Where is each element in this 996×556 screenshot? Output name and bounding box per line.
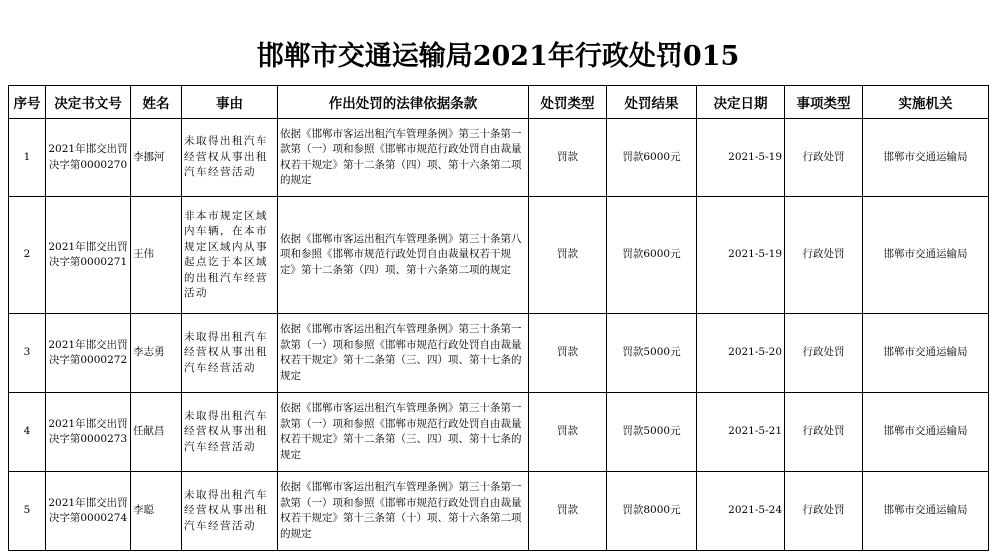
cell-penalty-result: 罚款5000元 — [607, 393, 697, 472]
header-doc-number: 决定书文号 — [46, 86, 131, 119]
header-penalty-result: 处罚结果 — [607, 86, 697, 119]
cell-doc-number: 2021年邯交出罚决字第0000274 — [46, 472, 131, 551]
cell-penalty-type: 罚款 — [529, 393, 607, 472]
cell-name: 李挪河 — [131, 119, 182, 197]
cell-penalty-type: 罚款 — [529, 472, 607, 551]
cell-no: 4 — [9, 393, 46, 472]
penalty-table — [8, 85, 989, 551]
table-row — [9, 472, 989, 551]
cell-reason: 未取得出租汽车经营权从事出租汽车经营活动 — [182, 119, 278, 197]
cell-legal-basis: 依据《邯郸市客运出租汽车管理条例》第三十条第一款第（一）项和参照《邯郸市规范行政处罚自由裁量权若干规定》第十二条第（四）项、第十六条第二项的规定 — [278, 119, 529, 197]
cell-decision-date: 2021-5-21 — [697, 393, 785, 472]
cell-doc-number: 2021年邯交出罚决字第0000271 — [46, 197, 131, 314]
header-agency: 实施机关 — [863, 86, 989, 119]
header-penalty-type: 处罚类型 — [529, 86, 607, 119]
cell-name: 王伟 — [131, 197, 182, 314]
cell-legal-basis: 依据《邯郸市客运出租汽车管理条例》第三十条第八项和参照《邯郸市规范行政处罚自由裁量权若干规定》第十二条第（四）项、第十六条第二项的规定 — [278, 197, 529, 314]
cell-doc-number: 2021年邯交出罚决字第0000270 — [46, 119, 131, 197]
cell-penalty-result: 罚款6000元 — [607, 197, 697, 314]
cell-item-type: 行政处罚 — [785, 197, 863, 314]
cell-doc-number: 2021年邯交出罚决字第0000273 — [46, 393, 131, 472]
cell-reason: 未取得出租汽车经营权从事出租汽车经营活动 — [182, 314, 278, 393]
cell-item-type: 行政处罚 — [785, 314, 863, 393]
header-item-type: 事项类型 — [785, 86, 863, 119]
cell-decision-date: 2021-5-24 — [697, 472, 785, 551]
cell-doc-number: 2021年邯交出罚决字第0000272 — [46, 314, 131, 393]
cell-penalty-type: 罚款 — [529, 197, 607, 314]
cell-no: 3 — [9, 314, 46, 393]
cell-name: 任献昌 — [131, 393, 182, 472]
cell-agency: 邯郸市交通运输局 — [863, 393, 989, 472]
cell-reason: 未取得出租汽车经营权从事出租汽车经营活动 — [182, 393, 278, 472]
cell-name: 李聪 — [131, 472, 182, 551]
header-no: 序号 — [9, 86, 46, 119]
header-legal-basis: 作出处罚的法律依据条款 — [278, 86, 529, 119]
cell-reason: 未取得出租汽车经营权从事出租汽车经营活动 — [182, 472, 278, 551]
table-row — [9, 314, 989, 393]
cell-item-type: 行政处罚 — [785, 119, 863, 197]
cell-item-type: 行政处罚 — [785, 472, 863, 551]
cell-agency: 邯郸市交通运输局 — [863, 119, 989, 197]
table-header-row — [9, 86, 989, 119]
cell-legal-basis: 依据《邯郸市客运出租汽车管理条例》第三十条第一款第（一）项和参照《邯郸市规范行政处罚自由裁量权若干规定》第十二条第（三、四）项、第十七条的规定 — [278, 314, 529, 393]
cell-no: 2 — [9, 197, 46, 314]
cell-name: 李志勇 — [131, 314, 182, 393]
cell-decision-date: 2021-5-19 — [697, 197, 785, 314]
cell-reason: 非本市规定区域内车辆，在本市规定区域内从事起点讫于本区域的出租汽车经营活动 — [182, 197, 278, 314]
cell-no: 5 — [9, 472, 46, 551]
cell-decision-date: 2021-5-20 — [697, 314, 785, 393]
cell-legal-basis: 依据《邯郸市客运出租汽车管理条例》第三十条第一款第（一）项和参照《邯郸市规范行政处罚自由裁量权若干规定》第十二条第（三、四）项、第十七条的规定 — [278, 393, 529, 472]
table-row — [9, 393, 989, 472]
table-row — [9, 119, 989, 197]
header-reason: 事由 — [182, 86, 278, 119]
cell-penalty-result: 罚款5000元 — [607, 314, 697, 393]
cell-legal-basis: 依据《邯郸市客运出租汽车管理条例》第三十条第一款第（一）项和参照《邯郸市规范行政处罚自由裁量权若干规定》第十三条第（十）项、第十六条第二项的规定 — [278, 472, 529, 551]
cell-decision-date: 2021-5-19 — [697, 119, 785, 197]
cell-penalty-type: 罚款 — [529, 314, 607, 393]
cell-item-type: 行政处罚 — [785, 393, 863, 472]
table-row — [9, 197, 989, 314]
cell-agency: 邯郸市交通运输局 — [863, 472, 989, 551]
page-title: 邯郸市交通运输局2021年行政处罚015 — [256, 41, 740, 72]
cell-agency: 邯郸市交通运输局 — [863, 197, 989, 314]
cell-penalty-result: 罚款8000元 — [607, 472, 697, 551]
header-decision-date: 决定日期 — [697, 86, 785, 119]
cell-no: 1 — [9, 119, 46, 197]
cell-penalty-type: 罚款 — [529, 119, 607, 197]
cell-penalty-result: 罚款6000元 — [607, 119, 697, 197]
cell-agency: 邯郸市交通运输局 — [863, 314, 989, 393]
header-name: 姓名 — [131, 86, 182, 119]
